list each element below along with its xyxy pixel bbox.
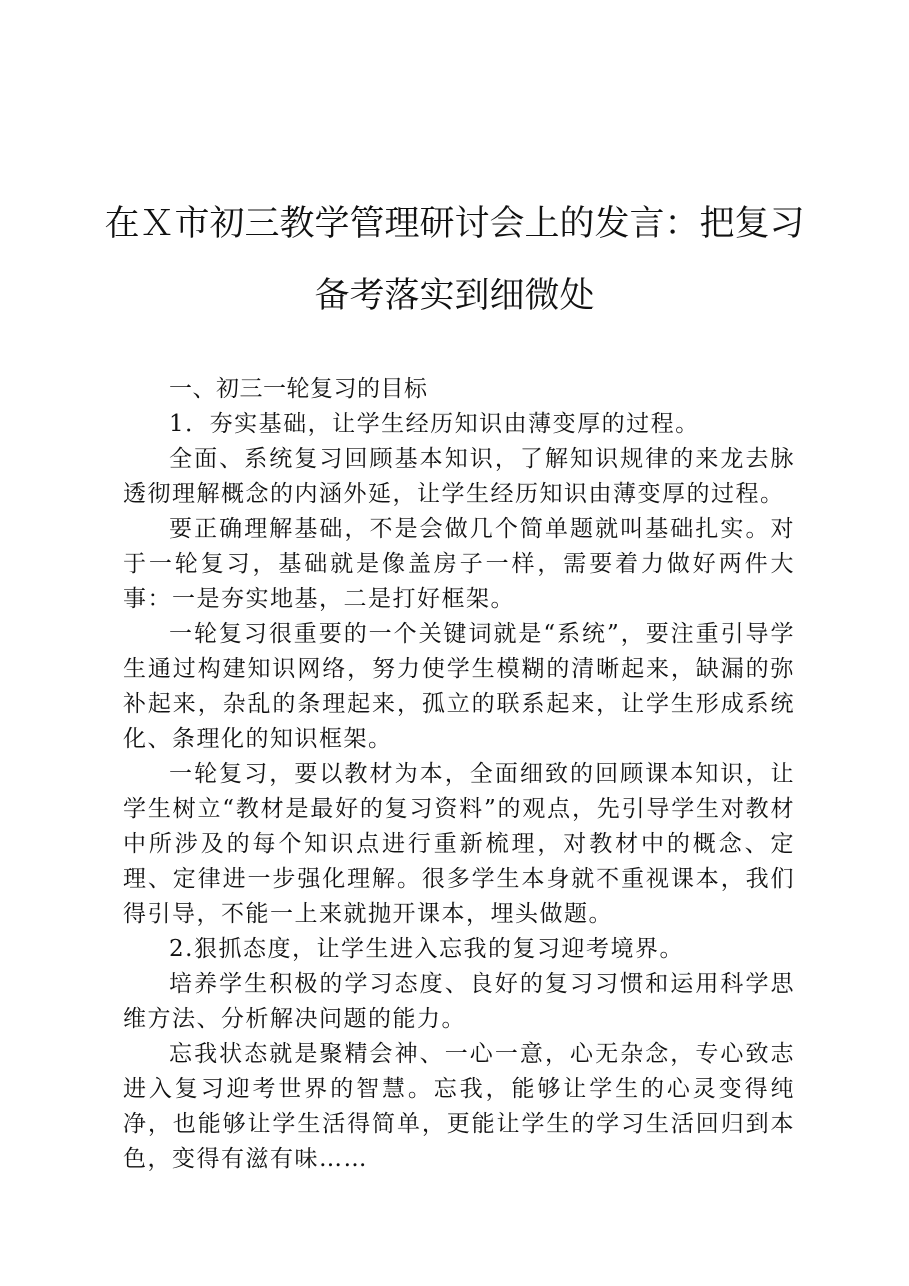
document-body: [123, 372, 795, 1177]
body-paragraph: 要正确理解基础，不是会做几个简单题就叫基础扎实。对于一轮复习，基础就是像盖房子一样，需要着力做好两件大事：一是夯实地基，二是打好框架。: [123, 516, 795, 612]
body-paragraph: 全面、系统复习回顾基本知识，了解知识规律的来龙去脉透彻理解概念的内涵外延，让学生经历知识由薄变厚的过程。: [123, 446, 795, 507]
section-heading: 一、初三一轮复习的目标: [169, 376, 428, 402]
subsection-heading: 2.狠抓态度，让学生进入忘我的复习迎考境界。: [169, 936, 684, 962]
body-paragraph: 一轮复习很重要的一个关键词就是“系统”，要注重引导学生通过构建知识网络，努力使学生模糊的清晰起来，缺漏的弥补起来，杂乱的条理起来，孤立的联系起来，让学生形成系统化、条理化的知识框架。: [123, 621, 795, 752]
document-title: 在Ｘ市初三教学管理研讨会上的发言：把复习备考落实到细微处: [104, 204, 805, 316]
body-paragraph: 培养学生积极的学习态度、良好的复习习惯和运用科学思维方法、分析解决问题的能力。: [123, 971, 795, 1032]
body-paragraph: 忘我状态就是聚精会神、一心一意，心无杂念，专心致志进入复习迎考世界的智慧。忘我，能够让学生的心灵变得纯净，也能够让学生活得简单，更能让学生的学习生活回归到本色，变得有滋有味……: [123, 1041, 795, 1172]
subsection-heading: 1．夯实基础，让学生经历知识由薄变厚的过程。: [169, 411, 700, 437]
body-paragraph: 一轮复习，要以教材为本，全面细致的回顾课本知识，让学生树立“教材是最好的复习资料”的观点，先引导学生对教材中所涉及的每个知识点进行重新梳理，对教材中的概念、定理、定律进一步强化理解。很多学生本身就不重视课本，我们得引导，不能一上来就抛开课本，埋头做题。: [123, 761, 795, 927]
